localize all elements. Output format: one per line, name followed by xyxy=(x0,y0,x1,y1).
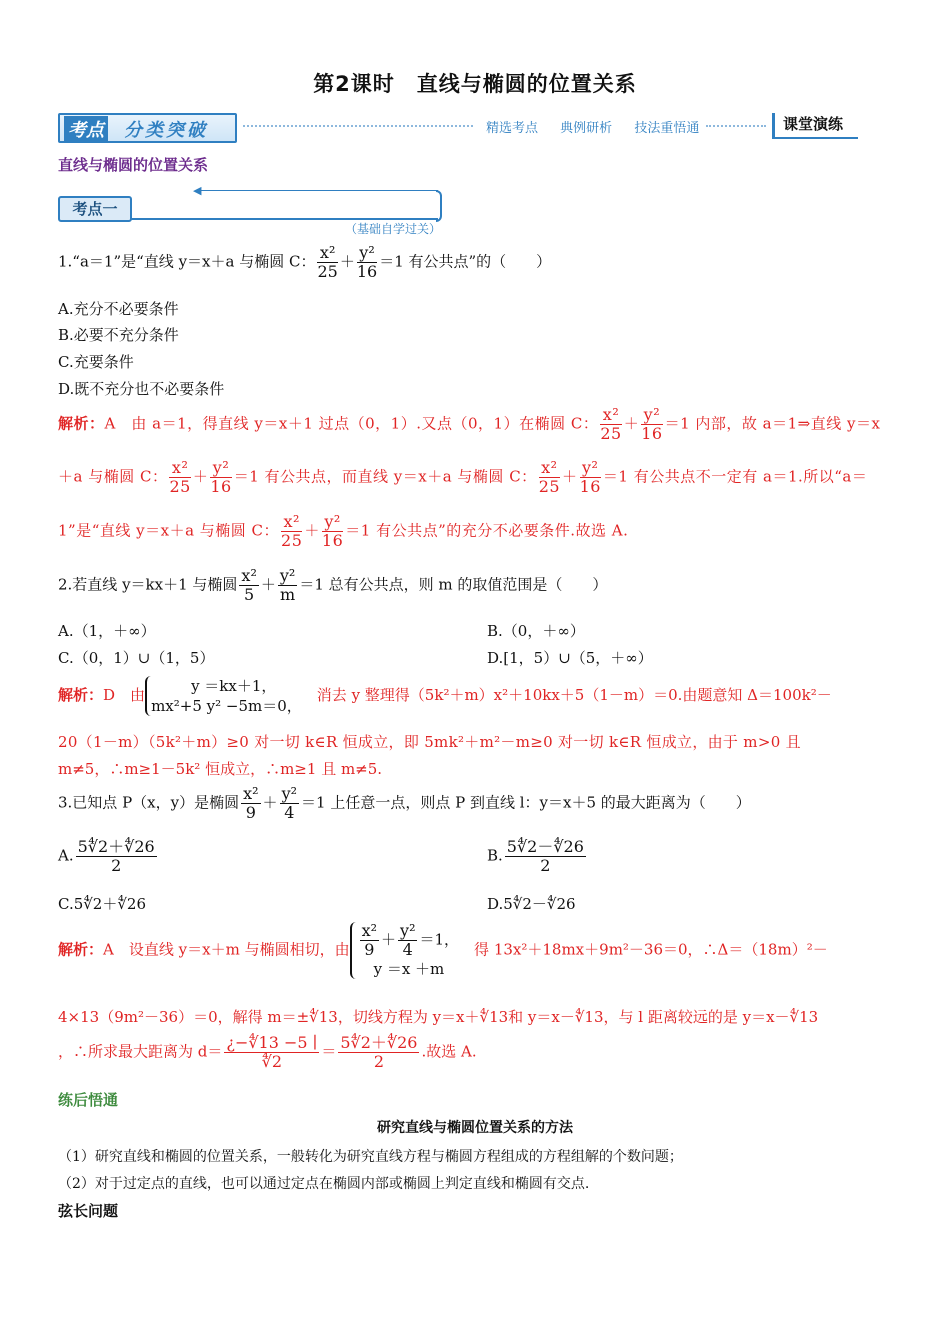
den: 25 xyxy=(169,477,191,496)
den: 16 xyxy=(210,477,232,496)
kaodian-sub: （基础自学过关） xyxy=(345,222,442,236)
fraction xyxy=(169,459,190,496)
fraction xyxy=(641,406,662,443)
text: ＝1 内部，故 a＝1⇒直线 y＝x xyxy=(664,414,881,433)
banner-divider xyxy=(706,125,766,127)
section-title: 直线与椭圆的位置关系 xyxy=(58,156,209,174)
fraction xyxy=(539,459,560,496)
plus: ＋ xyxy=(260,575,276,594)
option-a: A.（1，＋∞） xyxy=(58,622,156,640)
num: y² xyxy=(279,566,296,585)
question-3-stem xyxy=(58,785,751,822)
num: y² xyxy=(641,406,662,425)
fraction xyxy=(600,406,621,443)
option-d: D.5∜2－∜26 xyxy=(487,895,576,913)
kaodian-label: 考点一 xyxy=(58,196,132,222)
text: ＝1 有公共点”的（ ） xyxy=(379,252,552,271)
fraction xyxy=(398,922,417,959)
option-c: C.（0，1）∪（1，5） xyxy=(58,649,215,667)
banner-divider xyxy=(243,125,473,127)
text: 设直线 y＝x＋m 与椭圆相切，由 xyxy=(128,940,350,959)
kaodian-frame-top xyxy=(198,190,438,191)
den: 4 xyxy=(284,803,295,822)
num: x² xyxy=(600,406,621,425)
solution-label: 解析： xyxy=(58,940,104,959)
den: 2 xyxy=(540,856,551,875)
num: 5∜2－∜26 xyxy=(506,837,584,856)
num: x² xyxy=(539,459,560,478)
section-banner xyxy=(58,113,858,141)
text: 1.“a＝1”是“直线 y＝x＋a 与椭圆 C： xyxy=(58,252,316,271)
den: 2 xyxy=(111,856,122,875)
text: ＝1 上任意一点，则点 P 到直线 l：y＝x＋5 的最大距离为（ ） xyxy=(301,793,751,812)
banner-nav xyxy=(486,117,717,136)
method-item-2: （2）对于过定点的直线，也可以通过定点在椭圆内部或椭圆上判定直线和椭圆有交点. xyxy=(58,1176,590,1192)
question-2-stem xyxy=(58,567,607,604)
num: ¿−∜13 −5 ∣ xyxy=(226,1033,318,1052)
num: x² xyxy=(243,784,259,803)
plus: ＋ xyxy=(339,252,355,271)
den: 16 xyxy=(356,262,378,281)
solution-3-line-1 xyxy=(58,922,828,979)
fraction xyxy=(580,459,601,496)
fraction xyxy=(239,567,258,604)
option-c: C.充要条件 xyxy=(58,353,134,371)
text: 得 13x²＋18mx＋9m²－36＝0，∴Δ＝（18m）²－ xyxy=(474,940,828,959)
den: 25 xyxy=(600,424,622,443)
method-item-1: （1）研究直线和椭圆的位置关系，一般转化为研究直线方程与椭圆方程组成的方程组解的个数问题； xyxy=(58,1149,683,1165)
num: y² xyxy=(281,784,298,803)
text: ＝1 有公共点，而直线 y＝x＋a 与椭圆 C： xyxy=(233,467,537,486)
method-title: 研究直线与椭圆位置关系的方法 xyxy=(377,1120,573,1136)
num: y² xyxy=(210,459,231,478)
banner-badge-rest: 分类突破 xyxy=(124,120,208,141)
fraction xyxy=(360,922,379,959)
num: x² xyxy=(241,566,257,585)
option-d: D.[1，5）∪（5，＋∞） xyxy=(487,649,653,667)
text: ＋a 与椭圆 C： xyxy=(58,467,168,486)
text: 1”是“直线 y＝x＋a 与椭圆 C： xyxy=(58,521,280,540)
num: x² xyxy=(361,921,378,940)
plus: ＋ xyxy=(623,414,640,433)
practice-title: 练后悟通 xyxy=(58,1091,119,1109)
plus: ＋ xyxy=(381,930,397,949)
den: 2 xyxy=(373,1052,384,1071)
fraction xyxy=(317,244,337,281)
text: 2.若直线 y＝kx＋1 与椭圆 xyxy=(58,575,238,594)
den: 25 xyxy=(317,262,338,281)
eq2: mx²+5 y² −5m＝0， xyxy=(151,697,302,715)
den: 9 xyxy=(364,940,375,959)
question-1-stem xyxy=(58,244,551,281)
num: x² xyxy=(281,513,302,532)
den: 25 xyxy=(538,477,561,496)
text: 消去 y 整理得（5k²＋m）x²＋10kx＋5（1－m）＝0.由题意知 Δ＝100k²－ xyxy=(316,686,832,704)
text: ＝1 有公共点不一定有 a＝1.所以“a＝ xyxy=(602,467,868,486)
den: 4 xyxy=(402,940,413,959)
arrow-left-icon: ◀ xyxy=(193,184,202,197)
plus: ＋ xyxy=(562,467,578,486)
nav-item-0: 精选考点 xyxy=(486,121,539,136)
equation-system xyxy=(350,922,459,979)
den: 25 xyxy=(281,531,303,550)
fraction xyxy=(322,513,343,550)
fraction xyxy=(224,1034,319,1071)
fraction xyxy=(357,244,377,281)
text: ＝1 有公共点”的充分不必要条件.故选 A. xyxy=(345,521,629,540)
fraction xyxy=(210,459,231,496)
den: 16 xyxy=(321,531,344,550)
text: .故选 A. xyxy=(421,1042,477,1061)
num: y² xyxy=(357,244,377,263)
solution-1-line-3 xyxy=(58,513,628,550)
solution-2-line-1: 解析：D 由 y ＝kx＋1， mx²+5 y² −5m＝0， 消去 y 整理得（5k²＋m）x²＋10kx＋5（1－m）＝0.由题意知 Δ＝100k²－ xyxy=(58,677,832,715)
equation-system xyxy=(145,676,302,716)
answer: A xyxy=(104,414,116,433)
fraction xyxy=(505,838,586,875)
num: x² xyxy=(169,459,190,478)
solution-1-line-1 xyxy=(58,406,880,443)
solution-3-line-2: 4×13（9m²－36）＝0，解得 m＝±∜13，切线方程为 y＝x＋∜13和 y＝x－∜13，与 l 距离较远的是 y＝x－∜13 xyxy=(58,1008,819,1026)
num: y² xyxy=(400,921,416,940)
den: 9 xyxy=(245,803,256,822)
fraction xyxy=(280,785,299,822)
nav-item-2: 技法重悟通 xyxy=(634,121,700,136)
num: 5∜2＋∜26 xyxy=(77,837,155,856)
text: ＝1， xyxy=(419,930,460,949)
fraction xyxy=(241,785,260,822)
eq1: y ＝kx＋1， xyxy=(191,677,277,695)
plus: ＋ xyxy=(304,521,320,540)
text: ＝1 总有公共点，则 m 的取值范围是（ ） xyxy=(299,575,608,594)
den: ∜2 xyxy=(261,1052,283,1071)
eq2: y ＝x ＋m xyxy=(373,960,445,978)
text: ，∴所求最大距离为 d＝ xyxy=(58,1042,223,1061)
num: y² xyxy=(322,513,343,532)
banner-badge xyxy=(58,113,237,143)
num: x² xyxy=(317,244,337,263)
fraction xyxy=(76,838,157,875)
den: 16 xyxy=(579,477,601,496)
solution-3-line-3: ，∴所求最大距离为 d＝ $\frac{¿-∜13 -5 ∣}{∜2}$ ＝ $\frac{5∜2+∜26}{2}$ .故选 A. xyxy=(58,1033,477,1071)
solution-1-line-2 xyxy=(58,459,867,496)
answer: A xyxy=(103,940,114,959)
den: m xyxy=(280,585,296,604)
option-c: C.5∜2＋∜26 xyxy=(58,895,147,913)
banner-badge-label: 考点 xyxy=(64,116,108,142)
answer: D xyxy=(103,686,116,704)
text: 由 a＝1，得直线 y＝x＋1 过点（0，1）.又点（0，1）在椭圆 C： xyxy=(131,414,599,433)
option-a: A.充分不必要条件 xyxy=(58,300,179,318)
den: 16 xyxy=(641,424,663,443)
den: 5 xyxy=(244,585,255,604)
solution-2-line-2: 20（1－m）（5k²＋m）≥0 对一切 k∈R 恒成立，即 5mk²＋m²－m≥0 对一切 k∈R 恒成立，由于 m>0 且 xyxy=(58,733,801,751)
fraction xyxy=(278,567,297,604)
num: y² xyxy=(580,459,601,478)
plus: ＋ xyxy=(262,793,278,812)
solution-2-line-3: m≠5，∴m≥1－5k² 恒成立，∴m≥1 且 m≠5. xyxy=(58,760,383,778)
fraction xyxy=(338,1034,419,1071)
nav-item-1: 典例研析 xyxy=(560,121,613,136)
section-title-2: 弦长问题 xyxy=(58,1202,119,1220)
option-a: A. $\frac{5∜2+∜26}{2}$ xyxy=(58,837,155,875)
option-b: B.（0，＋∞） xyxy=(487,622,585,640)
option-d: D.既不充分也不必要条件 xyxy=(58,380,225,398)
num: 5∜2＋∜26 xyxy=(340,1033,418,1052)
option-b: B. $\frac{5∜2-∜26}{2}$ xyxy=(487,837,584,875)
fraction xyxy=(281,513,302,550)
option-b: B.必要不充分条件 xyxy=(58,326,179,344)
text: 3.已知点 P（x，y）是椭圆 xyxy=(58,793,240,812)
plus: ＋ xyxy=(192,467,209,486)
solution-label: 解析： xyxy=(58,414,105,433)
solution-label: 解析： xyxy=(58,686,104,704)
banner-right-label: 课堂演练 xyxy=(772,113,858,139)
page-title: 第2课时 直线与椭圆的位置关系 xyxy=(313,72,637,96)
